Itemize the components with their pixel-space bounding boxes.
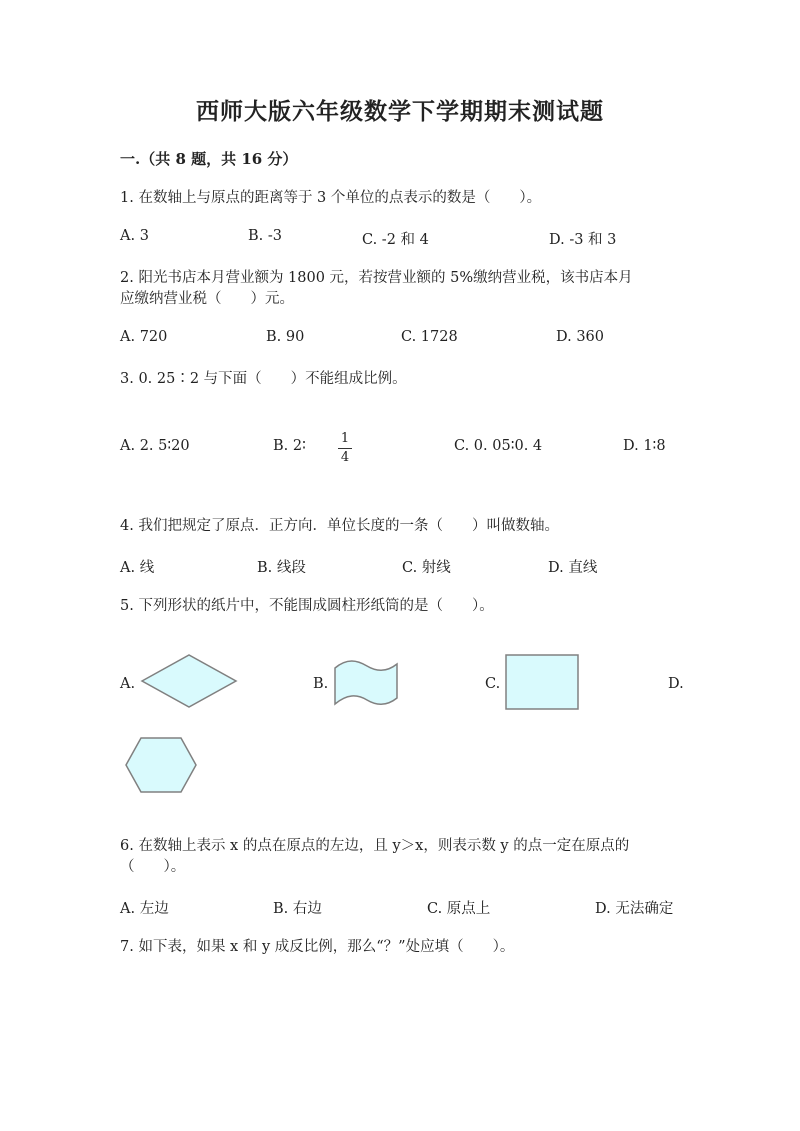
question-3-option-c: C. 0. 05∶0. 4 <box>454 438 543 454</box>
question-2-text-line1: 2. 阳光书店本月营业额为 1800 元，若按营业额的 5%缴纳营业税，该书店本月 <box>120 270 633 286</box>
question-2-option-c: C. 1728 <box>401 329 458 345</box>
question-6-option-b: B. 右边 <box>273 901 322 917</box>
question-6-option-a: A. 左边 <box>120 901 169 917</box>
shape-wavy-rectangle <box>333 658 399 710</box>
question-4-option-a: A. 线 <box>120 560 155 576</box>
question-6-text-line2: （ ）。 <box>120 859 186 875</box>
question-6-option-c: C. 原点上 <box>427 901 491 917</box>
question-1-option-c: C. -2 和 4 <box>362 232 429 248</box>
question-6-text-line1: 6. 在数轴上表示 x 的点在原点的左边，且 y＞x，则表示数 y 的点一定在原点的 <box>120 838 630 854</box>
fraction-bar <box>338 448 352 449</box>
fraction-numerator: 1 <box>340 431 350 446</box>
question-2-text-line2: 应缴纳营业税（ ）元。 <box>120 291 294 307</box>
shape-hexagon <box>124 736 198 794</box>
question-2-option-b: B. 90 <box>266 329 305 345</box>
question-5-option-a: A. <box>120 676 136 692</box>
question-1-option-b: B. -3 <box>248 228 282 244</box>
question-3-option-a: A. 2. 5∶20 <box>120 438 190 454</box>
question-4-option-c: C. 射线 <box>402 560 451 576</box>
question-5-option-c: C. <box>485 676 501 692</box>
shape-rhombus <box>140 653 238 709</box>
question-2-option-a: A. 720 <box>120 329 168 345</box>
question-1-option-a: A. 3 <box>120 228 149 244</box>
question-4-text: 4. 我们把规定了原点．正方向．单位长度的一条（ ）叫做数轴。 <box>120 518 559 534</box>
question-6-option-d: D. 无法确定 <box>595 901 674 917</box>
question-3-fraction <box>338 432 352 465</box>
question-3-option-b: B. 2∶ <box>273 438 306 454</box>
question-3-option-d: D. 1∶8 <box>623 438 666 454</box>
question-5-text: 5. 下列形状的纸片中，不能围成圆柱形纸筒的是（ ）。 <box>120 598 494 614</box>
question-5-option-b: B. <box>313 676 329 692</box>
question-1-text: 1. 在数轴上与原点的距离等于 3 个单位的点表示的数是（ ）。 <box>120 190 542 206</box>
section-header: 一.（共 8 题，共 16 分） <box>120 150 298 168</box>
question-2-option-d: D. 360 <box>556 329 605 345</box>
shape-rectangle <box>505 654 579 710</box>
question-7-text: 7. 如下表，如果 x 和 y 成反比例，那么“？”处应填（ ）。 <box>120 939 515 955</box>
question-5-option-d: D. <box>668 676 684 692</box>
question-4-option-b: B. 线段 <box>257 560 306 576</box>
question-4-option-d: D. 直线 <box>548 560 598 576</box>
fraction-denominator: 4 <box>340 450 350 465</box>
question-1-option-d: D. -3 和 3 <box>549 232 617 248</box>
page-title: 西师大版六年级数学下学期期末测试题 <box>196 98 604 125</box>
question-3-text: 3. 0. 25∶2 与下面（ ）不能组成比例。 <box>120 371 407 387</box>
